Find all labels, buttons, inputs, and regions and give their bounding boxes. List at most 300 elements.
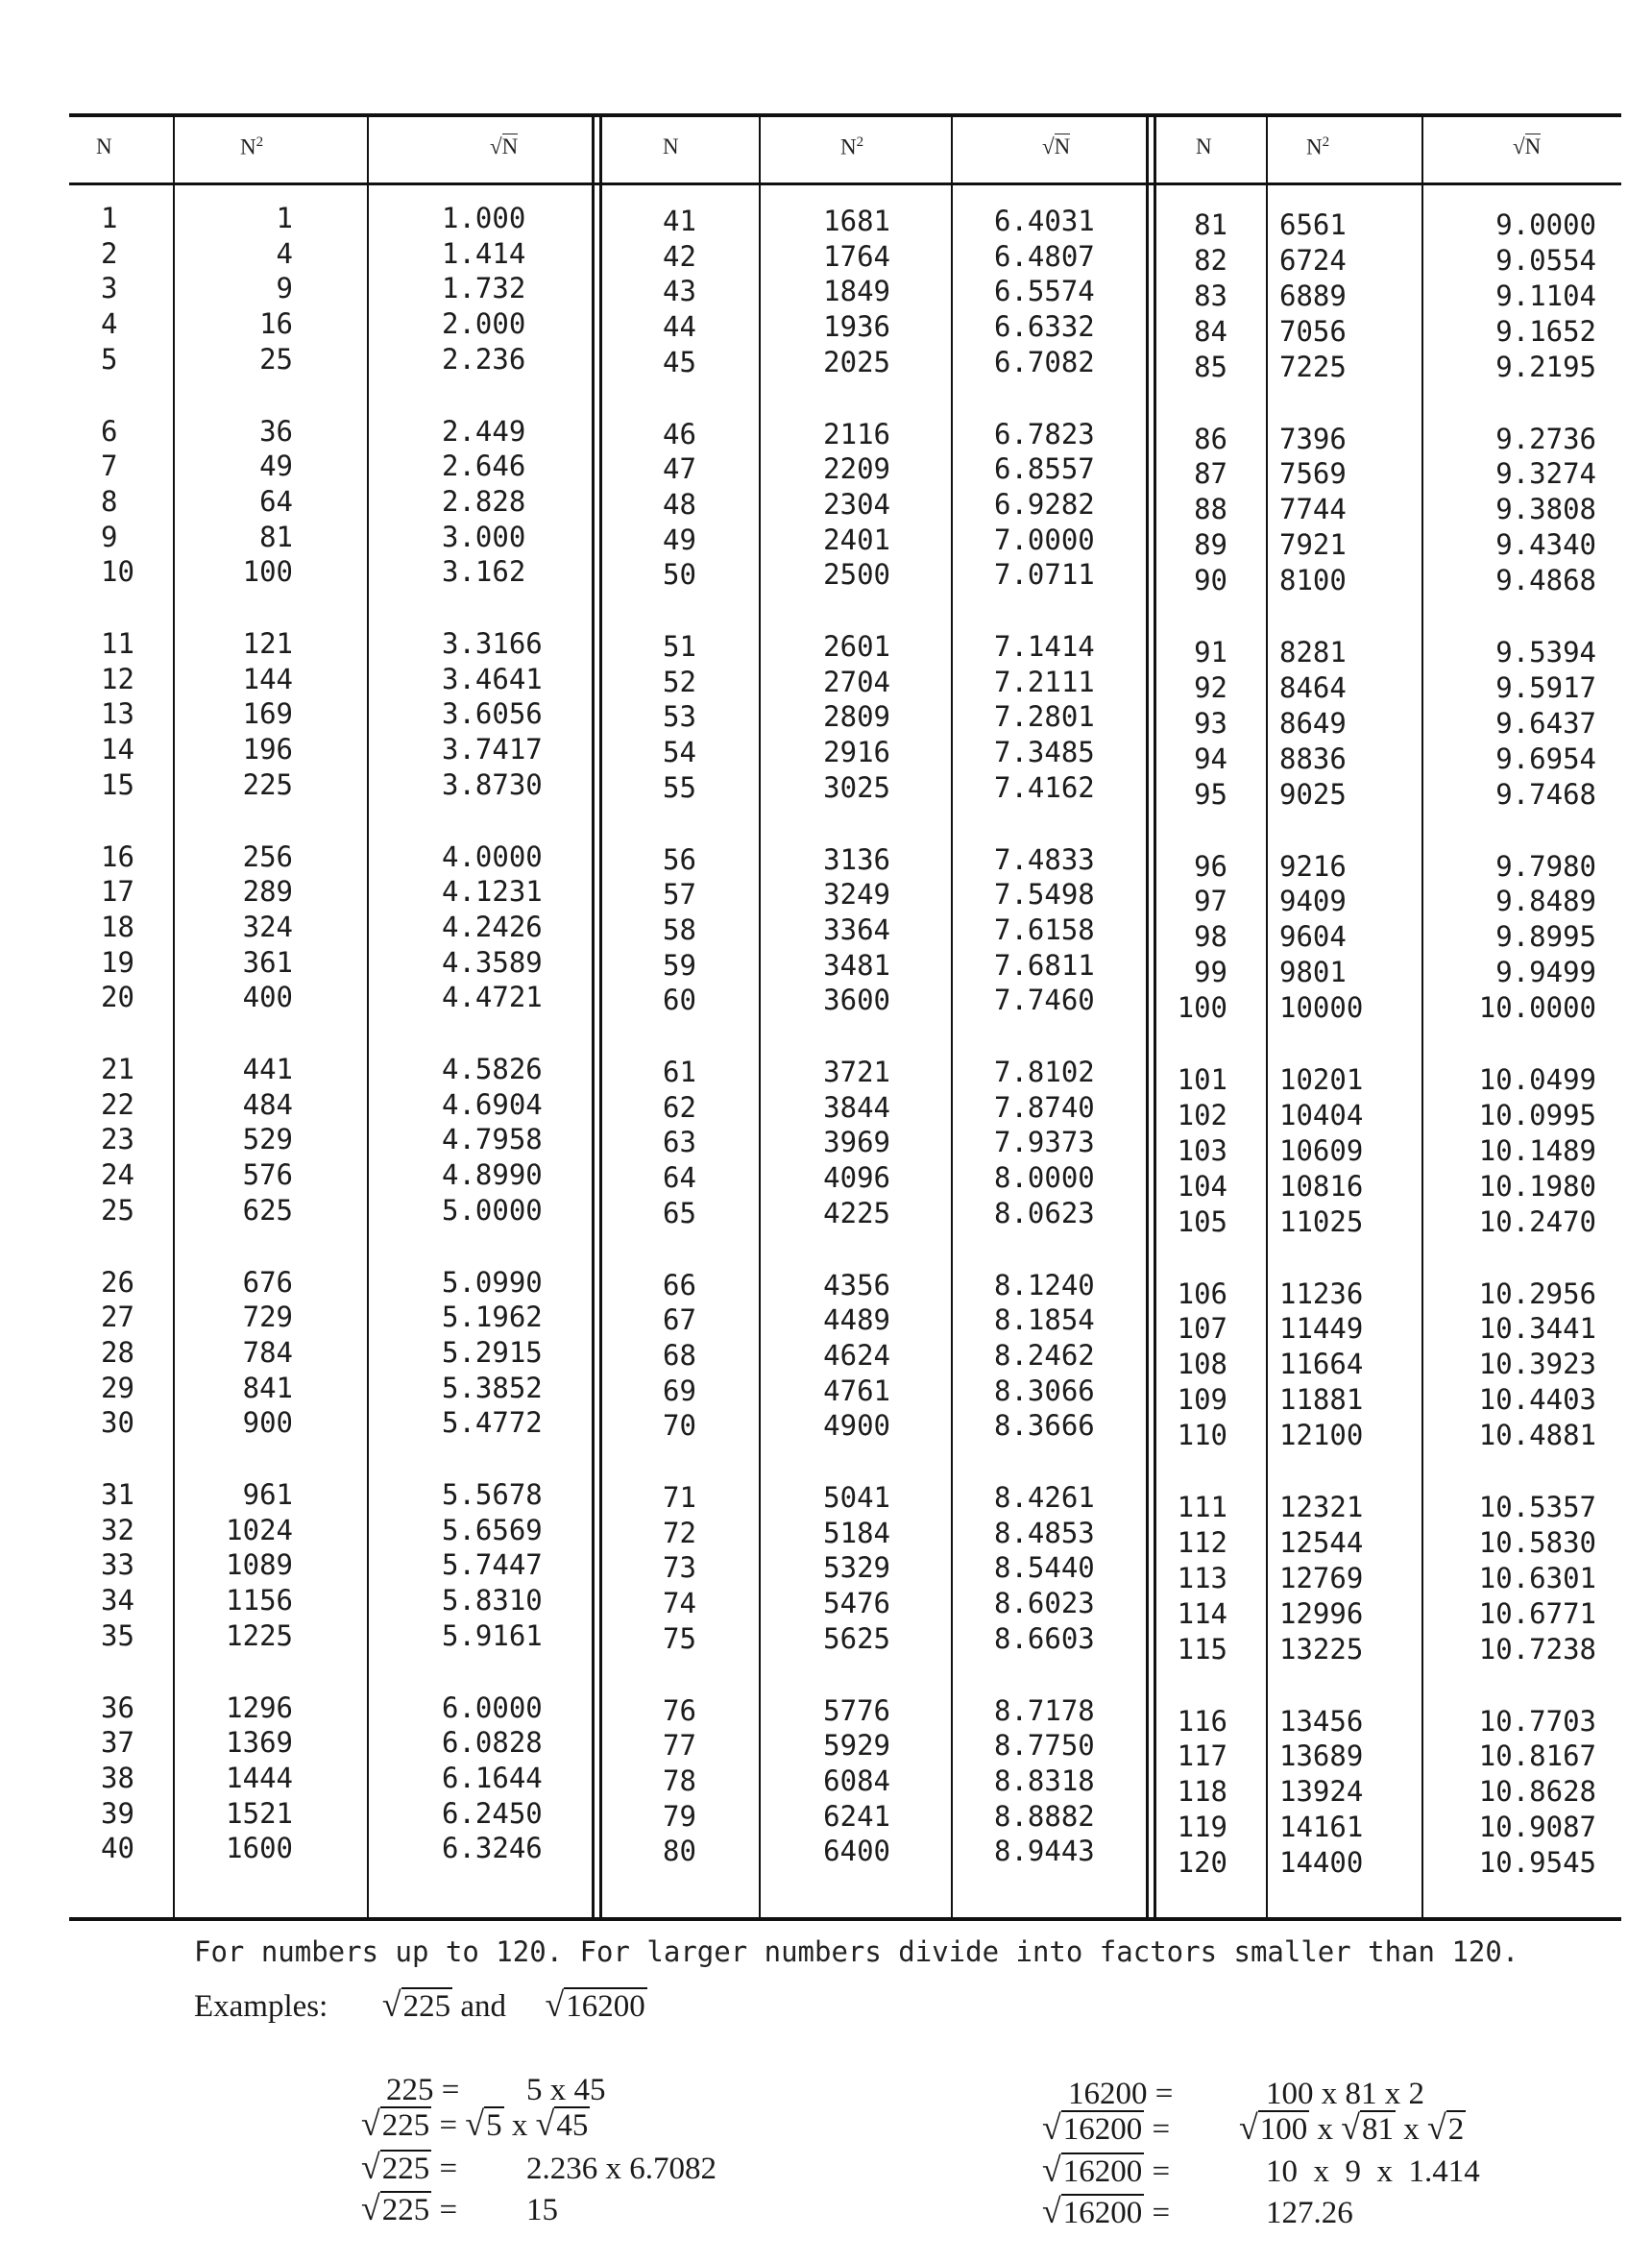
- n-squared-cell: 10000: [1279, 991, 1364, 1025]
- n-squared-cell: 7744: [1279, 493, 1347, 526]
- n-cell: 31: [101, 1478, 134, 1511]
- sqrt-n-cell: 10.7703: [1478, 1704, 1596, 1738]
- n-cell: 10: [101, 555, 134, 589]
- sqrt-n-cell: 5.5678: [442, 1478, 543, 1511]
- n-cell: 30: [101, 1406, 134, 1440]
- n-cell: 73: [663, 1551, 696, 1585]
- ex2-line4: √16200 =: [1042, 2192, 1171, 2230]
- sqrt-n-cell: 10.5357: [1478, 1491, 1596, 1523]
- n-squared-cell: 12544: [1279, 1525, 1364, 1559]
- sqrt-n-cell: 4.4721: [442, 981, 543, 1014]
- col-sep: [173, 113, 175, 1919]
- sqrt-n-cell: 7.9373: [994, 1126, 1095, 1159]
- n-squared-cell: 9604: [1279, 920, 1347, 954]
- n-squared-cell: 10201: [1279, 1063, 1364, 1096]
- n-cell: 59: [663, 948, 696, 982]
- n-cell: 101: [1177, 1063, 1227, 1096]
- n-cell: 47: [663, 452, 696, 486]
- sqrt-n-cell: 4.6904: [442, 1087, 543, 1121]
- sqrt-n-cell: 9.2195: [1495, 350, 1596, 383]
- sqrt-n-cell: 6.8557: [994, 452, 1095, 486]
- n-squared-cell: 100: [242, 555, 293, 589]
- n-squared-cell: 3025: [823, 770, 890, 804]
- n-cell: 114: [1177, 1596, 1227, 1630]
- n-squared-cell: 676: [242, 1265, 293, 1299]
- n-squared-cell: 4900: [823, 1409, 890, 1443]
- n-cell: 61: [663, 1056, 696, 1088]
- sqrt-n-cell: 6.1644: [442, 1761, 543, 1794]
- n-cell: 85: [1194, 350, 1227, 383]
- n-squared-cell: 441: [242, 1053, 293, 1085]
- n-cell: 106: [1177, 1277, 1227, 1310]
- n-cell: 99: [1194, 956, 1227, 989]
- sqrt-n-cell: 6.6332: [994, 310, 1095, 344]
- n-squared-cell: 49: [259, 450, 293, 483]
- n-cell: 70: [663, 1409, 696, 1443]
- n-squared-cell: 9216: [1279, 849, 1347, 883]
- header-sqrt-n: √N: [1513, 134, 1542, 158]
- n-squared-cell: 1024: [226, 1513, 293, 1546]
- n-cell: 95: [1194, 777, 1227, 811]
- n-squared-cell: 4356: [823, 1268, 890, 1301]
- n-squared-cell: 3600: [823, 984, 890, 1017]
- section-double-rule: [599, 113, 602, 1919]
- sqrt-n-cell: 9.4340: [1495, 528, 1596, 562]
- n-cell: 92: [1194, 670, 1227, 704]
- ex2-line4-right: 127.26: [1266, 2196, 1353, 2230]
- n-squared-cell: 1849: [823, 275, 890, 308]
- sqrt-n-cell: 8.6603: [994, 1621, 1095, 1655]
- n-squared-cell: 7056: [1279, 314, 1347, 348]
- sqrt-n-cell: 7.6811: [994, 948, 1095, 982]
- n-cell: 28: [101, 1335, 134, 1369]
- n-cell: 56: [663, 842, 696, 876]
- n-squared-cell: 900: [242, 1406, 293, 1440]
- n-squared-cell: 576: [242, 1158, 293, 1192]
- n-cell: 12: [101, 662, 134, 695]
- n-squared-cell: 225: [242, 767, 293, 801]
- n-squared-cell: 13924: [1279, 1775, 1364, 1809]
- n-cell: 118: [1177, 1775, 1227, 1809]
- sqrt-n-cell: 10.5830: [1478, 1525, 1596, 1559]
- n-squared-cell: 4: [276, 236, 293, 270]
- n-squared-cell: 3364: [823, 912, 890, 946]
- n-cell: 119: [1177, 1811, 1227, 1844]
- n-squared-cell: 81: [259, 520, 293, 553]
- n-squared-cell: 25: [259, 342, 293, 376]
- sqrt-n-cell: 7.1414: [994, 630, 1095, 663]
- n-cell: 63: [663, 1126, 696, 1159]
- n-squared-cell: 6241: [823, 1799, 890, 1833]
- n-cell: 57: [663, 878, 696, 912]
- n-squared-cell: 196: [242, 733, 293, 766]
- n-cell: 107: [1177, 1312, 1227, 1346]
- n-squared-cell: 14400: [1279, 1846, 1364, 1880]
- n-squared-cell: 1764: [823, 239, 890, 273]
- n-cell: 103: [1177, 1133, 1227, 1167]
- n-squared-cell: 1600: [226, 1832, 293, 1865]
- n-cell: 50: [663, 558, 696, 592]
- sqrt-n-cell: 10.4403: [1478, 1383, 1596, 1417]
- sqrt-n-cell: 5.6569: [442, 1513, 543, 1546]
- n-cell: 13: [101, 697, 134, 731]
- n-cell: 102: [1177, 1098, 1227, 1131]
- sqrt-n-cell: 8.0000: [994, 1161, 1095, 1195]
- n-squared-cell: 11025: [1279, 1204, 1364, 1238]
- n-cell: 104: [1177, 1169, 1227, 1203]
- ex2-line2-right: √100 x √81 x √2: [1239, 2108, 1465, 2147]
- n-squared-cell: 6084: [823, 1763, 890, 1797]
- n-squared-cell: 6561: [1279, 208, 1347, 241]
- n-squared-cell: 1296: [226, 1690, 293, 1724]
- sqrt-n-cell: 10.3441: [1478, 1312, 1596, 1346]
- sqrt-n-cell: 10.0995: [1478, 1098, 1596, 1131]
- n-squared-cell: 625: [242, 1193, 293, 1227]
- sqrt-16200: √16200: [545, 1985, 645, 2024]
- n-squared-cell: 7225: [1279, 350, 1347, 383]
- sqrt-n-cell: 8.5440: [994, 1551, 1095, 1585]
- n-cell: 7: [101, 450, 118, 483]
- n-cell: 62: [663, 1090, 696, 1124]
- n-cell: 96: [1194, 849, 1227, 883]
- sqrt-n-cell: 3.7417: [442, 733, 543, 766]
- sqrt-n-cell: 5.3852: [442, 1371, 543, 1404]
- section-double-rule: [1146, 113, 1149, 1919]
- sqrt-n-cell: 7.0711: [994, 558, 1095, 592]
- n-cell: 15: [101, 767, 134, 801]
- n-cell: 14: [101, 733, 134, 766]
- sqrt-n-cell: 3.6056: [442, 697, 543, 731]
- sqrt-n-cell: 8.8318: [994, 1763, 1095, 1797]
- sqrt-n-cell: 6.2450: [442, 1796, 543, 1830]
- header-n: N: [96, 134, 112, 158]
- n-squared-cell: 1444: [226, 1761, 293, 1794]
- n-cell: 89: [1194, 528, 1227, 562]
- n-cell: 46: [663, 417, 696, 450]
- sqrt-n-cell: 6.4807: [994, 239, 1095, 273]
- n-cell: 86: [1194, 422, 1227, 455]
- ex2-line3: √16200 =: [1042, 2151, 1171, 2189]
- footer-note: For numbers up to 120. For larger numbers divide into factors smaller than 120.: [194, 1935, 1519, 1968]
- ex2-line3-right: 10 x 9 x 1.414: [1266, 2154, 1480, 2189]
- col-sep: [1266, 113, 1268, 1919]
- n-cell: 88: [1194, 493, 1227, 526]
- sqrt-n-cell: 9.8995: [1495, 920, 1596, 954]
- n-cell: 19: [101, 945, 134, 979]
- n-squared-cell: 5625: [823, 1621, 890, 1655]
- n-squared-cell: 13225: [1279, 1632, 1364, 1666]
- n-squared-cell: 1089: [226, 1548, 293, 1582]
- n-squared-cell: 6400: [823, 1835, 890, 1868]
- n-squared-cell: 12321: [1279, 1491, 1364, 1523]
- sqrt-n-cell: 6.9282: [994, 487, 1095, 521]
- n-squared-cell: 1225: [226, 1618, 293, 1652]
- n-squared-cell: 11449: [1279, 1312, 1364, 1346]
- n-cell: 68: [663, 1338, 696, 1372]
- n-cell: 105: [1177, 1204, 1227, 1238]
- n-squared-cell: 10816: [1279, 1169, 1364, 1203]
- n-squared-cell: 12769: [1279, 1561, 1364, 1594]
- n-cell: 25: [101, 1193, 134, 1227]
- n-cell: 11: [101, 627, 134, 660]
- n-cell: 6: [101, 414, 118, 448]
- n-squared-cell: 9: [276, 272, 293, 305]
- n-squared-cell: 2304: [823, 487, 890, 521]
- sqrt-n-cell: 8.0623: [994, 1196, 1095, 1229]
- n-cell: 78: [663, 1763, 696, 1797]
- n-cell: 5: [101, 342, 118, 376]
- sqrt-n-cell: 10.6771: [1478, 1596, 1596, 1630]
- n-squared-cell: 4624: [823, 1338, 890, 1372]
- sqrt-n-cell: 5.7447: [442, 1548, 543, 1582]
- n-squared-cell: 5776: [823, 1693, 890, 1727]
- sqrt-n-cell: 3.4641: [442, 662, 543, 695]
- n-cell: 34: [101, 1584, 134, 1617]
- n-cell: 49: [663, 523, 696, 556]
- n-squared-cell: 9801: [1279, 956, 1347, 989]
- ex2-line1: 16200 =: [1068, 2077, 1174, 2111]
- n-squared-cell: 64: [259, 484, 293, 518]
- n-cell: 110: [1177, 1419, 1227, 1452]
- n-squared-cell: 12996: [1279, 1596, 1364, 1630]
- sqrt-n-cell: 10.8167: [1478, 1739, 1596, 1773]
- header-n-squared: $N^2$: [840, 134, 864, 159]
- sqrt-n-cell: 6.7082: [994, 345, 1095, 378]
- n-squared-cell: 2601: [823, 630, 890, 663]
- n-cell: 55: [663, 770, 696, 804]
- n-squared-cell: 5929: [823, 1729, 890, 1763]
- sqrt-n-cell: 10.8628: [1478, 1775, 1596, 1809]
- n-cell: 80: [663, 1835, 696, 1868]
- n-squared-cell: 4761: [823, 1374, 890, 1407]
- n-squared-cell: 11881: [1279, 1383, 1364, 1417]
- n-squared-cell: 1681: [823, 205, 890, 237]
- n-squared-cell: 3721: [823, 1056, 890, 1088]
- n-squared-cell: 3481: [823, 948, 890, 982]
- n-cell: 115: [1177, 1632, 1227, 1666]
- sqrt-n-cell: 8.8882: [994, 1799, 1095, 1833]
- n-cell: 81: [1194, 208, 1227, 241]
- ex1-line1: 225 =: [386, 2073, 460, 2107]
- n-squared-cell: 8649: [1279, 706, 1347, 740]
- sqrt-n-cell: 5.2915: [442, 1335, 543, 1369]
- n-cell: 4: [101, 307, 118, 341]
- col-sep: [759, 113, 761, 1919]
- n-cell: 42: [663, 239, 696, 273]
- sqrt-n-cell: 8.6023: [994, 1587, 1095, 1620]
- n-squared-cell: 2916: [823, 736, 890, 769]
- sqrt-n-cell: 10.1489: [1478, 1133, 1596, 1167]
- n-squared-cell: 784: [242, 1335, 293, 1369]
- header-n: N: [1196, 134, 1212, 158]
- n-cell: 18: [101, 910, 134, 943]
- n-cell: 94: [1194, 742, 1227, 775]
- header-n-squared: $N^2$: [240, 134, 264, 159]
- n-cell: 97: [1194, 885, 1227, 918]
- n-squared-cell: 13689: [1279, 1739, 1364, 1773]
- sqrt-n-cell: 10.2470: [1478, 1204, 1596, 1238]
- n-squared-cell: 7396: [1279, 422, 1347, 455]
- n-cell: 45: [663, 345, 696, 378]
- sqrt-n-cell: 7.0000: [994, 523, 1095, 556]
- n-squared-cell: 1521: [226, 1796, 293, 1830]
- n-cell: 17: [101, 875, 134, 909]
- n-cell: 74: [663, 1587, 696, 1620]
- sqrt-n-cell: 8.4853: [994, 1516, 1095, 1549]
- sqrt-n-cell: 3.3166: [442, 627, 543, 660]
- n-squared-cell: 14161: [1279, 1811, 1364, 1844]
- sqrt-n-cell: 7.7460: [994, 984, 1095, 1017]
- sqrt-n-cell: 9.6954: [1495, 742, 1596, 775]
- n-squared-cell: 4225: [823, 1196, 890, 1229]
- n-squared-cell: 7569: [1279, 457, 1347, 491]
- n-cell: 24: [101, 1158, 134, 1192]
- n-cell: 52: [663, 665, 696, 698]
- n-squared-cell: 10609: [1279, 1133, 1364, 1167]
- n-cell: 22: [101, 1087, 134, 1121]
- n-cell: 82: [1194, 243, 1227, 277]
- ex2-line1-right: 100 x 81 x 2: [1266, 2077, 1424, 2111]
- header-bottom-rule: [69, 182, 1621, 185]
- n-cell: 48: [663, 487, 696, 521]
- sqrt-n-cell: 7.8102: [994, 1056, 1095, 1088]
- n-cell: 60: [663, 984, 696, 1017]
- sqrt-n-cell: 5.0000: [442, 1193, 543, 1227]
- sqrt-n-cell: 7.2111: [994, 665, 1095, 698]
- sqrt-n-cell: 10.9087: [1478, 1811, 1596, 1844]
- n-cell: 117: [1177, 1739, 1227, 1773]
- n-squared-cell: 3249: [823, 878, 890, 912]
- n-squared-cell: 1369: [226, 1726, 293, 1760]
- sqrt-n-cell: 6.5574: [994, 275, 1095, 308]
- sqrt-n-cell: 5.8310: [442, 1584, 543, 1617]
- n-cell: 16: [101, 839, 134, 873]
- n-squared-cell: 2500: [823, 558, 890, 592]
- sqrt-n-cell: 9.3274: [1495, 457, 1596, 491]
- table-bottom-rule: [69, 1917, 1621, 1921]
- sqrt-n-cell: 8.1854: [994, 1303, 1095, 1337]
- n-squared-cell: 3136: [823, 842, 890, 876]
- n-cell: 38: [101, 1761, 134, 1794]
- n-squared-cell: 10404: [1279, 1098, 1364, 1131]
- sqrt-n-cell: 10.7238: [1478, 1632, 1596, 1666]
- sqrt-n-cell: 9.8489: [1495, 885, 1596, 918]
- sqrt-n-cell: 5.4772: [442, 1406, 543, 1440]
- sqrt-n-cell: 7.4162: [994, 770, 1095, 804]
- n-squared-cell: 5184: [823, 1516, 890, 1549]
- sqrt-n-cell: 8.4261: [994, 1481, 1095, 1514]
- n-cell: 79: [663, 1799, 696, 1833]
- sqrt-n-cell: 5.9161: [442, 1618, 543, 1652]
- sqrt-n-cell: 10.3923: [1478, 1348, 1596, 1381]
- sqrt-n-cell: 10.9545: [1478, 1846, 1596, 1880]
- sqrt-n-cell: 3.000: [442, 520, 526, 553]
- n-cell: 113: [1177, 1561, 1227, 1594]
- n-cell: 9: [101, 520, 118, 553]
- n-squared-cell: 484: [242, 1087, 293, 1121]
- section-double-rule: [592, 113, 595, 1919]
- n-cell: 98: [1194, 920, 1227, 954]
- n-squared-cell: 2209: [823, 452, 890, 486]
- sqrt-n-cell: 8.1240: [994, 1268, 1095, 1301]
- n-squared-cell: 5329: [823, 1551, 890, 1585]
- n-cell: 27: [101, 1301, 134, 1334]
- sqrt-n-cell: 6.3246: [442, 1832, 543, 1865]
- n-squared-cell: 400: [242, 981, 293, 1014]
- sqrt-n-cell: 1.732: [442, 272, 526, 305]
- ex1-line4-right: 15: [526, 2193, 558, 2227]
- sqrt-n-cell: 9.1652: [1495, 314, 1596, 348]
- n-cell: 58: [663, 912, 696, 946]
- n-squared-cell: 2401: [823, 523, 890, 556]
- sqrt-n-cell: 9.6437: [1495, 706, 1596, 740]
- sqrt-n-cell: 10.1980: [1478, 1169, 1596, 1203]
- n-cell: 36: [101, 1690, 134, 1724]
- n-squared-cell: 2025: [823, 345, 890, 378]
- sqrt-n-cell: 6.7823: [994, 417, 1095, 450]
- n-cell: 76: [663, 1693, 696, 1727]
- n-squared-cell: 36: [259, 414, 293, 448]
- sqrt-n-cell: 1.000: [442, 202, 526, 234]
- sqrt-n-cell: 1.414: [442, 236, 526, 270]
- sqrt-n-cell: 4.5826: [442, 1053, 543, 1085]
- ex1-line3-right: 2.236 x 6.7082: [526, 2152, 717, 2186]
- n-squared-cell: 3844: [823, 1090, 890, 1124]
- n-cell: 77: [663, 1729, 696, 1763]
- sqrt-n-cell: 10.0499: [1478, 1063, 1596, 1096]
- n-squared-cell: 4096: [823, 1161, 890, 1195]
- n-cell: 40: [101, 1832, 134, 1865]
- sqrt-n-cell: 4.8990: [442, 1158, 543, 1192]
- sqrt-n-cell: 4.3589: [442, 945, 543, 979]
- n-squared-cell: 16: [259, 307, 293, 341]
- header-sqrt-n: √N: [1042, 134, 1071, 158]
- examples-line: [194, 1984, 647, 2025]
- sqrt-n-cell: 7.8740: [994, 1090, 1095, 1124]
- sqrt-n-cell: 4.0000: [442, 839, 543, 873]
- n-cell: 66: [663, 1268, 696, 1301]
- col-sep: [951, 113, 953, 1919]
- n-squared-cell: 9025: [1279, 777, 1347, 811]
- sqrt-n-cell: 4.2426: [442, 910, 543, 943]
- n-cell: 53: [663, 700, 696, 734]
- n-cell: 100: [1177, 991, 1227, 1025]
- col-sep: [1421, 113, 1423, 1919]
- header-sqrt-n: √N: [490, 134, 519, 158]
- sqrt-n-cell: 7.4833: [994, 842, 1095, 876]
- n-cell: 112: [1177, 1525, 1227, 1559]
- n-squared-cell: 7921: [1279, 528, 1347, 562]
- sqrt-n-cell: 9.7980: [1495, 849, 1596, 883]
- n-cell: 8: [101, 484, 118, 518]
- n-cell: 20: [101, 981, 134, 1014]
- sqrt-n-cell: 3.8730: [442, 767, 543, 801]
- n-cell: 93: [1194, 706, 1227, 740]
- sqrt-n-cell: 2.646: [442, 450, 526, 483]
- sqrt-n-cell: 3.162: [442, 555, 526, 589]
- n-cell: 83: [1194, 279, 1227, 312]
- n-squared-cell: 5476: [823, 1587, 890, 1620]
- n-cell: 116: [1177, 1704, 1227, 1738]
- sqrt-n-cell: 7.2801: [994, 700, 1095, 734]
- n-cell: 67: [663, 1303, 696, 1337]
- sqrt-n-cell: 2.449: [442, 414, 526, 448]
- n-squared-cell: 729: [242, 1301, 293, 1334]
- n-cell: 84: [1194, 314, 1227, 348]
- sqrt-n-cell: 4.1231: [442, 875, 543, 909]
- ex1-line1-right: 5 x 45: [526, 2073, 606, 2107]
- sqrt-n-cell: 9.0000: [1495, 208, 1596, 241]
